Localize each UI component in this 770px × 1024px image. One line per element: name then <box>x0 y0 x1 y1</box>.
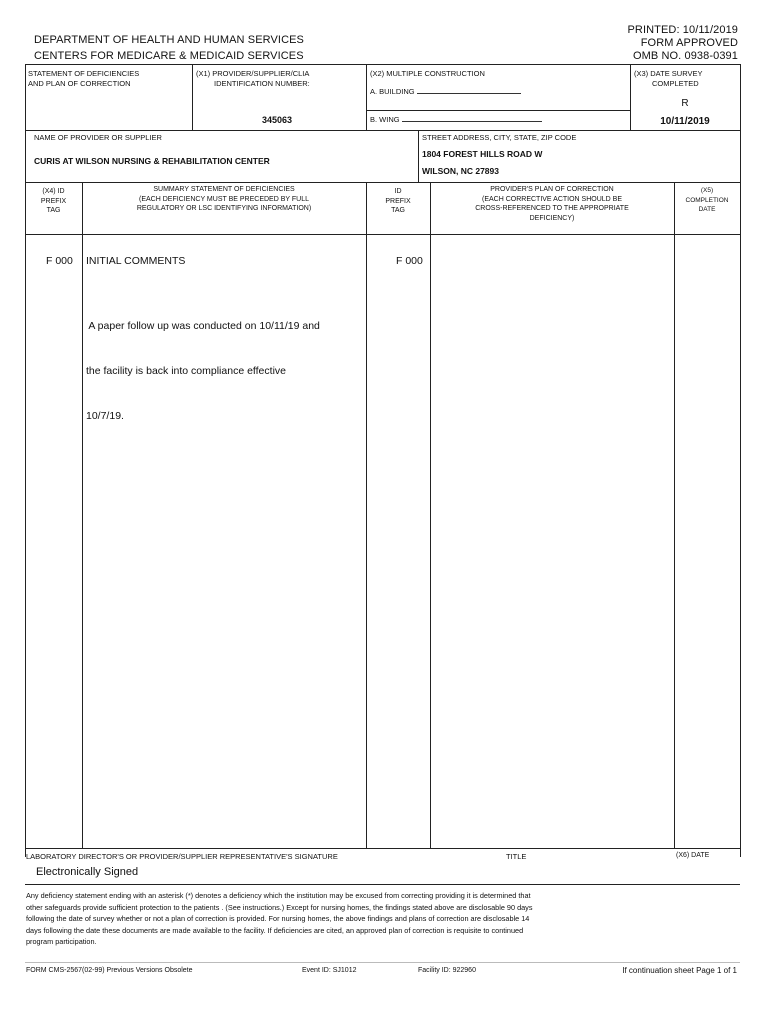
statement-label-1: STATEMENT OF DEFICIENCIES <box>28 69 140 78</box>
survey-date: 10/11/2019 <box>660 116 710 127</box>
x5-header <box>674 186 740 215</box>
plan-header-1: PROVIDER'S PLAN OF CORRECTION <box>490 186 614 193</box>
disclaimer-line-2: other safeguards provide sufficient protection to the patients . (See instructions.) Except for nursing homes, the findings stated above are disclosable 90 days <box>26 902 533 912</box>
plan-header-4: DEFICIENCY) <box>529 214 575 222</box>
plan-header-3: CROSS-REFERENCED TO THE APPROPRIATE <box>475 205 629 212</box>
x3-label-1: (X3) DATE SURVEY <box>634 69 703 78</box>
entry-body <box>86 289 361 439</box>
disclaimer-line-4: days following the date these documents are made available to the facility. If deficiencies are cited, an approved plan of correction is requisite to continued <box>26 925 524 935</box>
page-number: If continuation sheet Page 1 of 1 <box>622 966 737 975</box>
x1-label-1: (X1) PROVIDER/SUPPLIER/CLIA <box>196 69 310 78</box>
wing-label: B. WING <box>370 115 400 124</box>
address-label: STREET ADDRESS, CITY, STATE, ZIP CODE <box>422 133 577 142</box>
address-city: WILSON, NC 27893 <box>422 166 499 176</box>
plan-header <box>430 185 674 223</box>
tag-left: F 000 <box>46 255 73 267</box>
summary-header-1: SUMMARY STATEMENT OF DEFICIENCIES <box>153 186 295 193</box>
x5-header-2: COMPLETION <box>685 196 729 204</box>
statement-label-2: AND PLAN OF CORRECTION <box>28 79 131 88</box>
provider-id-number: 345063 <box>262 115 293 125</box>
provider-name: CURIS AT WILSON NURSING & REHABILITATION CENTER <box>34 156 270 166</box>
provider-name-label: NAME OF PROVIDER OR SUPPLIER <box>34 133 162 142</box>
date-label: (X6) DATE <box>676 852 710 859</box>
disclaimer-line-5: program participation. <box>26 937 97 946</box>
omb-number: OMB NO. 0938-0391 <box>632 50 738 62</box>
disclaimer-line-3: following the date of survey whether or not a plan of correction is provided. For nursing homes, the above findings and plans of correction are disclosable 14 <box>26 914 530 923</box>
building-label: A. BUILDING <box>370 87 415 96</box>
plan-header-2: (EACH CORRECTIVE ACTION SHOULD BE <box>481 195 623 203</box>
summary-header-3: REGULATORY OR LSC IDENTIFYING INFORMATION) <box>136 205 312 212</box>
x3-label-2: COMPLETED <box>652 79 699 88</box>
form-approved: FORM APPROVED <box>640 37 738 49</box>
entry-line-3: 10/7/19. <box>86 410 124 422</box>
disclaimer-line-1: Any deficiency statement ending with an asterisk (*) denotes a deficiency which the institution may be excused from correcting providing it is determined that <box>26 891 531 900</box>
title-label: TITLE <box>506 852 527 861</box>
summary-header <box>82 185 366 214</box>
entry-title: INITIAL COMMENTS <box>86 255 186 267</box>
survey-code: R <box>681 98 689 109</box>
x4-header-3: TAG <box>46 207 61 214</box>
department-name: DEPARTMENT OF HEALTH AND HUMAN SERVICES <box>34 34 304 46</box>
form-number: FORM CMS-2567(02-99) Previous Versions Obsolete <box>26 967 193 974</box>
tag-right: F 000 <box>396 255 423 267</box>
electronic-signature: Electronically Signed <box>36 866 139 878</box>
signature-label: LABORATORY DIRECTOR'S OR PROVIDER/SUPPLIER REPRESENTATIVE'S SIGNATURE <box>26 852 338 861</box>
printed-date: PRINTED: 10/11/2019 <box>627 24 738 36</box>
x2-label: (X2) MULTIPLE CONSTRUCTION <box>370 69 485 78</box>
disclaimer <box>26 890 532 948</box>
centers-name: CENTERS FOR MEDICARE & MEDICAID SERVICES <box>34 50 304 62</box>
x1-label-2: IDENTIFICATION NUMBER: <box>214 79 310 88</box>
wing-field <box>370 113 542 125</box>
id-header-2: PREFIX <box>385 197 411 205</box>
x4-header-1: (X4) ID <box>42 188 65 195</box>
address-street: 1804 FOREST HILLS ROAD W <box>422 149 543 159</box>
facility-id: Facility ID: 922960 <box>418 967 476 974</box>
building-field <box>370 85 521 97</box>
event-id: Event ID: SJ1012 <box>302 967 357 974</box>
entry-line-1: A paper follow up was conducted on 10/11/19 and <box>86 320 320 332</box>
id-header-3: TAG <box>391 207 405 214</box>
entry-line-2: the facility is back into compliance effective <box>86 365 286 377</box>
summary-header-2: (EACH DEFICIENCY MUST BE PRECEDED BY FULL <box>139 195 309 203</box>
id-header-1: ID <box>394 188 402 195</box>
x4-header-2: PREFIX <box>40 197 67 205</box>
x5-header-1: (X5) <box>700 187 714 194</box>
x4-header <box>25 187 82 216</box>
id-header <box>366 187 430 216</box>
x5-header-3: DATE <box>698 206 716 213</box>
